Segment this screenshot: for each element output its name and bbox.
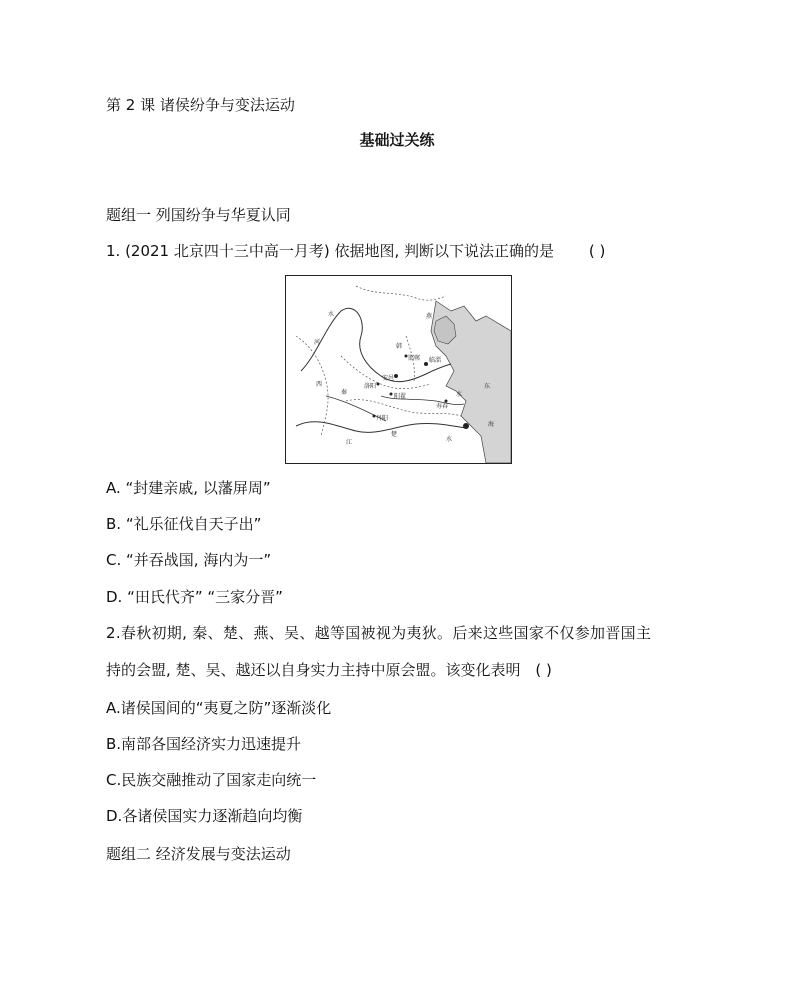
- map-label: 水: [446, 436, 453, 443]
- map-label: 燕: [426, 313, 433, 320]
- yangtze-river: [296, 422, 466, 433]
- map-figure: [285, 275, 512, 464]
- answer-paren: ( ): [588, 242, 606, 260]
- border-west: [296, 336, 328, 436]
- city-marker: [463, 423, 469, 429]
- question-2-text: 持的会盟, 楚、吴、越还以自身实力主持中原会盟。该变化表明: [106, 661, 521, 679]
- map-label: 江: [346, 439, 353, 446]
- q1-option-a: A. “封建亲戚, 以藩屏周”: [106, 479, 271, 497]
- map-svg: [286, 276, 511, 463]
- map-label: 海: [488, 421, 495, 428]
- question-2-line2: [106, 660, 552, 680]
- q1-option-d: D. “田氏代齐” “三家分晋”: [106, 588, 283, 606]
- map-label: 水: [328, 311, 335, 318]
- q1-option-c: C. “并吞战国, 海内为一”: [106, 551, 272, 569]
- map-label: 临淄: [429, 357, 442, 364]
- map-label: 水: [456, 391, 463, 398]
- lesson-title: 第 2 课 诸侯纷争与变法运动: [106, 96, 295, 114]
- border-north: [356, 286, 446, 300]
- map-label: 西: [316, 381, 323, 388]
- city-marker: [390, 393, 393, 396]
- map-label: 邯郸: [408, 355, 421, 362]
- map-label: 东: [484, 383, 491, 390]
- map-label: 阳翟: [394, 393, 407, 400]
- question-1-text: 1. (2021 北京四十三中高一月考) 依据地图, 判断以下说法正确的是: [106, 242, 555, 260]
- map-label: 安邑: [382, 375, 395, 382]
- city-marker: [377, 383, 380, 386]
- city-marker: [424, 362, 428, 366]
- answer-paren: ( ): [535, 661, 552, 679]
- q2-option-b: B.南部各国经济实力迅速提升: [106, 735, 302, 753]
- q2-option-c: C.民族交融推动了国家走向统一: [106, 771, 317, 789]
- map-label: 楚: [391, 431, 398, 438]
- question-1: [106, 241, 605, 261]
- map-label: 秦: [341, 389, 348, 396]
- map-label: 洛阳: [364, 383, 377, 390]
- question-2-line1: 2.春秋初期, 秦、楚、燕、吴、越等国被视为夷狄。后来这些国家不仅参加晋国主: [106, 624, 652, 642]
- map-label: 韩: [396, 343, 403, 350]
- map-label: 河: [314, 339, 321, 346]
- q2-option-a: A.诸侯国间的“夷夏之防”逐渐淡化: [106, 699, 332, 717]
- q2-option-d: D.各诸侯国实力逐渐趋向均衡: [106, 807, 303, 825]
- city-marker: [394, 374, 398, 378]
- map-label: 丹阳: [376, 415, 389, 422]
- group1-title: 题组一 列国纷争与华夏认同: [106, 206, 291, 224]
- section-title: 基础过关练: [359, 131, 435, 149]
- q1-option-b: B. “礼乐征伐自天子出”: [106, 515, 262, 533]
- map-label: 寿春: [436, 403, 449, 410]
- group2-title: 题组二 经济发展与变法运动: [106, 845, 291, 863]
